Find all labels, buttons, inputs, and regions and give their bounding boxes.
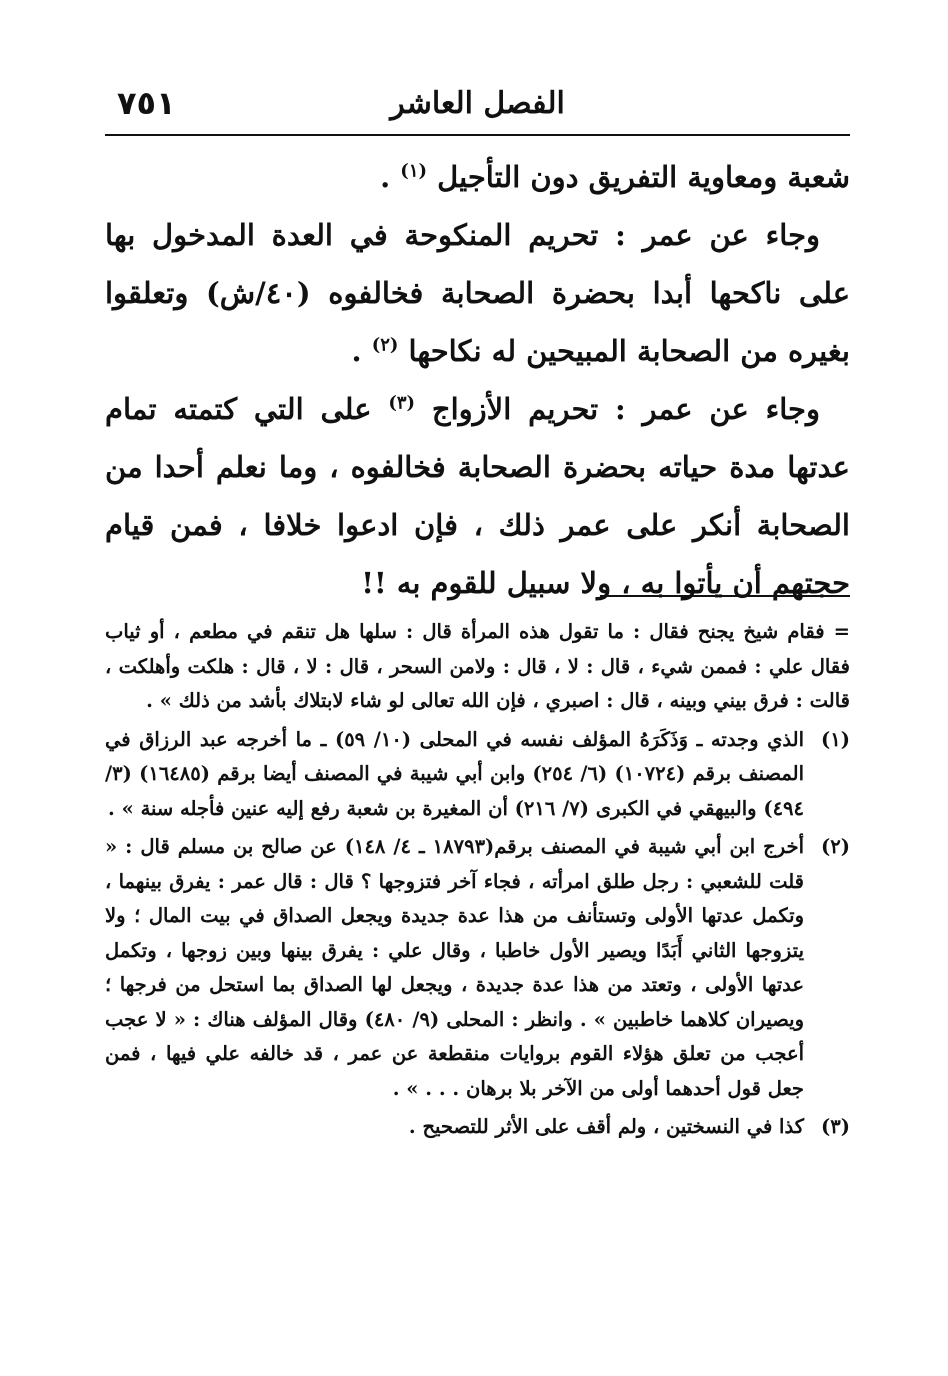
footnote-ref-3: (٣) — [388, 392, 416, 414]
footnote-number: (١) — [821, 727, 850, 751]
paragraph-2-text: وجاء عن عمر : تحريم المنكوحة في العدة المدخول بها على ناكحها أبدا بحضرة الصحابة فخالفوه (٤٠/ش) وتعلقوا بغيره من الصحابة المبيحين له نكاحها — [105, 218, 850, 368]
paragraph-1 — [105, 148, 850, 206]
paragraph-3-text-a: وجاء عن عمر : تحريم الأزواج — [431, 392, 820, 426]
footnotes — [105, 615, 850, 1149]
footnote-number: (٢) — [821, 835, 850, 858]
page-number: ٧٥١ — [117, 84, 176, 122]
paragraph-1-end: . — [380, 160, 401, 194]
footnote-number: (٣) — [821, 1115, 850, 1138]
footnote-ref-1: (١) — [400, 160, 428, 182]
paragraph-3 — [105, 380, 850, 612]
header-divider — [105, 134, 850, 136]
main-text — [105, 148, 850, 612]
footnote-text: كذا في النسختين ، ولم أقف على الأثر للتصحيح . — [408, 1115, 804, 1138]
footnote-3 — [105, 1110, 850, 1145]
footnote-1 — [105, 723, 850, 827]
paragraph-3-text-b: على التي كتمته تمام عدتها مدة حياته بحضرة الصحابة فخالفوه ، وما نعلم أحدا من الصحابة أنكر على عمر ذلك ، فإن ادعوا خلافا ، فمن قيام حجتهم أن يأتوا به ، ولا سبيل للقوم به !! — [105, 392, 850, 600]
running-header — [105, 84, 850, 134]
paragraph-2 — [105, 206, 850, 380]
footnote-divider — [600, 595, 850, 597]
footnote-text: أخرج ابن أبي شيبة في المصنف برقم(١٨٧٩٣ ـ ٤/ ١٤٨) عن صالح بن مسلم قال : « قلت للشعبي : رجل طلق امرأته ، فجاء آخر فتزوجها ؟ قال : قال عمر : يفرق بينهما ، وتكمل عدتها الأولى وتستأنف من هذا عدة جديدة ويجعل الصداق في بيت المال ؛ ولا يتزوجها الثاني أَبَدًا ويصير الأول خاطبا ، وقال علي : يفرق بينها وبين زوجها ، وتكمل عدتها الأولى ، وتعتد من هذا عدة جديدة ، ويجعل لها الصداق بما استحل من فرجها ؛ ويصيران كلاهما خاطبين » . وانظر : المحلى (٩/ ٤٨٠) وقال المؤلف هناك : « لا عجب أعجب من تعلق هؤلاء القوم بروايات منقطعة عن عمر ، قد خالفه علي فيها ، فمن جعل قول أحدهما أولى من الآخر بلا برهان . . . » . — [105, 835, 804, 1100]
footnote-ref-2: (٢) — [371, 334, 399, 356]
footnote-2 — [105, 830, 850, 1106]
paragraph-1-text: شعبة ومعاوية التفريق دون التأجيل — [437, 160, 850, 194]
footnote-text: الذي وجدته ـ وَذَكَرَهُ المؤلف نفسه في المحلى (١٠/ ٥٩) ـ ما أخرجه عبد الرزاق في المصنف برقم (١٠٧٢٤) (٦/ ٢٥٤) وابن أبي شيبة في المصنف أيضا برقم (١٦٤٨٥) (٣/ ٤٩٤) والبيهقي في الكبرى (٧/ ٢١٦) أن المغيرة بن شعبة رفع إليه عنين فأجله سنة » . — [105, 727, 804, 820]
paragraph-2-end: . — [351, 334, 372, 368]
chapter-title: الفصل العاشر — [390, 86, 565, 121]
footnote-continuation: = فقام شيخ يجنح فقال : ما تقول هذه المرأة قال : سلها هل تنقم في مطعم ، أو ثياب فقال علي : فممن شيء ، قال : لا ، قال : ولامن السحر ، قال : لا ، قال : هلكت وأهلكت ، قالت : فرق بيني وبينه ، قال : اصبري ، فإن الله تعالى لو شاء لابتلاك بأشد من ذلك » . — [105, 620, 850, 712]
